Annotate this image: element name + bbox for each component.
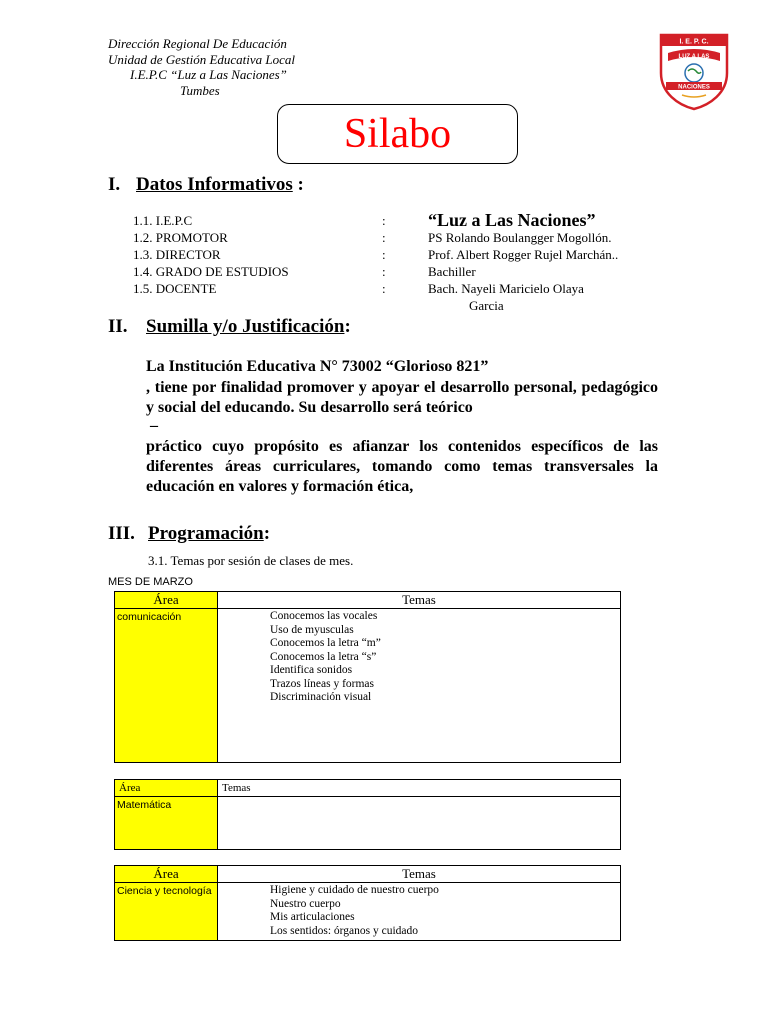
info-label: 1.5. DOCENTE xyxy=(133,281,217,296)
section-datos-informativos xyxy=(108,174,304,196)
tema-item: Nuestro cuerpo xyxy=(270,897,341,910)
info-row xyxy=(133,280,728,297)
tema-item: Identifica sonidos xyxy=(270,664,353,676)
tema-item: Uso de myusculas xyxy=(270,623,354,636)
temas-list xyxy=(218,883,621,941)
info-colon: : xyxy=(382,281,386,296)
tema-item: Mis articulaciones xyxy=(270,911,355,923)
table-header-row xyxy=(115,780,621,797)
info-list xyxy=(133,207,728,314)
table-row xyxy=(115,797,621,850)
info-label: 1.2. PROMOTOR xyxy=(133,230,228,245)
tema-item: Conocemos la letra “m” xyxy=(270,637,381,649)
temas-list xyxy=(218,797,621,850)
temas-header: Temas xyxy=(218,780,621,797)
section-suffix: : xyxy=(263,523,271,544)
tema-item: Discriminación visual xyxy=(270,691,372,703)
info-colon: : xyxy=(382,264,386,279)
section-heading: Datos Informativos xyxy=(136,174,293,195)
programacion-subtitle: 3.1. Temas por sesión de clases de mes. xyxy=(148,553,354,568)
info-value: Prof. Albert Rogger Rujel Marchán.. xyxy=(428,247,619,262)
tema-item: Higiene y cuidado de nuestro cuerpo xyxy=(270,884,439,896)
area-header: Área xyxy=(115,866,218,883)
tema-item: Los sentidos: órganos y cuidado xyxy=(270,924,418,937)
info-value: Bachiller xyxy=(428,264,476,279)
header-lines xyxy=(108,36,295,98)
area-header: Área xyxy=(115,780,218,797)
temas-list xyxy=(218,609,621,763)
info-colon: : xyxy=(382,247,386,262)
section-number: II. xyxy=(108,316,128,337)
section-heading: Sumilla y/o Justificación xyxy=(146,316,345,337)
header-line-1: Dirección Regional De Educación xyxy=(108,36,287,51)
temas-header: Temas xyxy=(218,866,621,883)
info-label: 1.4. GRADO DE ESTUDIOS xyxy=(133,264,289,279)
info-value: PS Rolando Boulangger Mogollón. xyxy=(428,230,612,245)
area-name: comunicación xyxy=(115,609,218,763)
header-line-4: Tumbes xyxy=(180,82,220,98)
section-programacion xyxy=(108,523,270,545)
section-heading: Programación xyxy=(148,523,264,544)
info-label: 1.1. I.E.P.C xyxy=(133,213,193,228)
topics-table-comunicacion xyxy=(114,591,621,763)
info-value: Bach. Nayeli Maricielo Olaya xyxy=(428,281,584,296)
school-logo xyxy=(658,33,730,111)
sumilla-dash: – xyxy=(150,417,158,434)
month-label: MES DE MARZO xyxy=(108,576,193,588)
tema-item: Conocemos las vocales xyxy=(270,610,378,622)
topics-table-matematica xyxy=(114,779,621,850)
topics-table-ciencia xyxy=(114,865,621,941)
sumilla-line-1: La Institución Educativa N° 73002 “Glorioso 821” xyxy=(146,358,489,375)
section-sumilla xyxy=(108,316,351,338)
section-suffix: : xyxy=(292,174,304,195)
table-header-row xyxy=(115,592,621,609)
header-line-3: I.E.P.C “Luz a Las Naciones” xyxy=(130,67,287,82)
header-line-2: Unidad de Gestión Educativa Local xyxy=(108,51,296,67)
table-row xyxy=(115,883,621,941)
section-number: I. xyxy=(108,174,121,195)
info-label: 1.3. DIRECTOR xyxy=(133,247,221,262)
logo-top-text: I. E. P. C. xyxy=(679,38,709,46)
info-colon: : xyxy=(382,230,386,245)
info-row xyxy=(133,263,728,280)
logo-band-text: LUZ A LAS xyxy=(678,54,710,60)
info-row xyxy=(133,246,728,263)
table-row xyxy=(115,609,621,763)
tema-item: Trazos líneas y formas xyxy=(270,677,375,690)
area-header: Área xyxy=(115,592,218,609)
info-value: “Luz a Las Naciones” xyxy=(428,210,596,230)
table-header-row xyxy=(115,866,621,883)
info-row xyxy=(133,207,728,229)
sumilla-paragraph-2: práctico cuyo propósito es afianzar los contenidos específicos de las diferentes áreas curriculares, tomando como temas transversales la educación en valores y formación ética, xyxy=(146,438,658,495)
info-colon: : xyxy=(382,213,386,228)
info-row xyxy=(133,229,728,246)
info-value-continuation: Garcia xyxy=(469,298,504,313)
area-name: Ciencia y tecnología xyxy=(115,883,218,941)
area-name: Matemática xyxy=(115,797,218,850)
temas-header: Temas xyxy=(218,592,621,609)
tema-item: Conocemos la letra “s” xyxy=(270,650,377,663)
section-suffix: : xyxy=(344,316,351,337)
section-number: III. xyxy=(108,523,135,544)
sumilla-paragraph-1: , tiene por finalidad promover y apoyar el desarrollo personal, pedagógico y social del educando. Su desarrollo será teórico xyxy=(146,379,658,416)
logo-bottom-text: NACIONES xyxy=(678,84,710,91)
document-title: Silabo xyxy=(277,104,518,164)
